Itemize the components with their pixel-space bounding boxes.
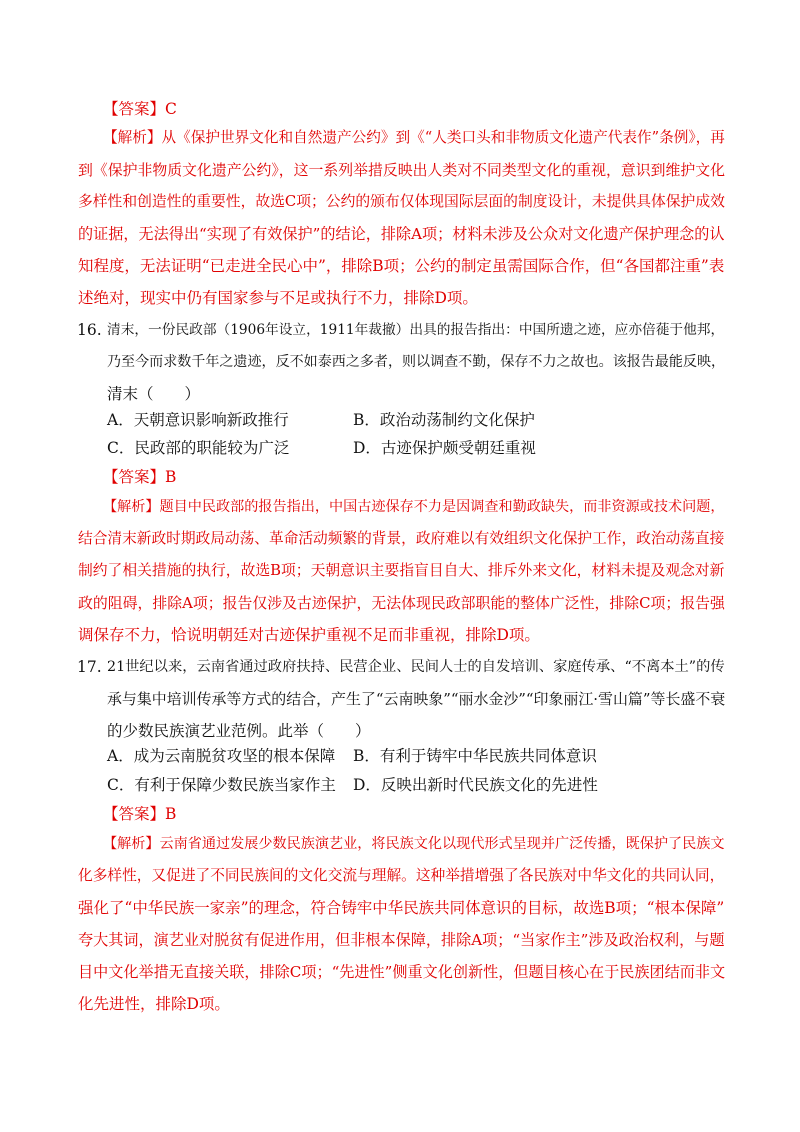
- question-stem-line: 乃至今而求数千年之遗迹，反不如泰西之多者，则以调查不勤，保存不力之故也。该报告最能反映，: [107, 354, 726, 370]
- analysis-line: 目中文化举措无直接关联，排除C项；“先进性”侧重文化创新性，但题目核心在于民族团结而非文: [78, 963, 726, 981]
- analysis-line: 述绝对，现实中仍有国家参与不足或执行不力，排除D项。: [78, 289, 478, 307]
- answer-label: 【答案】C: [103, 100, 177, 118]
- answer-label: 【答案】B: [103, 468, 177, 486]
- analysis-line: 的证据，无法得出“实现了有效保护”的结论，排除A项；材料未涉及公众对文化遗产保护理念的认: [78, 225, 725, 243]
- analysis-line: 制约了相关措施的执行，故选B项；天朝意识主要指盲目自大、排斥外来文化，材料未提及观念对新: [78, 562, 725, 579]
- question-stem-line: 21世纪以来，云南省通过政府扶持、民营企业、民间人士的自发培训、家庭传承、“不离本土”的传: [107, 659, 725, 675]
- analysis-line: 多样性和创造性的重要性，故选C项；公约的颁布仅体现国际层面的制度设计，未提供具体保护成效: [78, 193, 725, 210]
- option-d: D．古迹保护颇受朝廷重视: [353, 439, 536, 457]
- analysis-line: 结合清末新政时期政局动荡、革命活动频繁的背景，政府难以有效组织文化保护工作，政治动荡直接: [78, 530, 725, 547]
- analysis-line: 【解析】云南省通过发展少数民族演艺业，将民族文化以现代形式呈现并广泛传播，既保护了民族文: [103, 836, 725, 852]
- answer-label: 【答案】B: [103, 805, 177, 823]
- option-b: B．有利于铸牢中华民族共同体意识: [353, 747, 597, 765]
- option-a: A．成为云南脱贫攻坚的根本保障: [107, 747, 336, 765]
- question-stem-line: 清末（ ）: [107, 385, 201, 403]
- analysis-line: 到《保护非物质文化遗产公约》，这一系列举措反映出人类对不同类型文化的重视，意识到维护文化: [78, 161, 726, 179]
- option-c: C．民政部的职能较为广泛: [107, 439, 290, 457]
- analysis-line: 化多样性，又促进了不同民族间的文化交流与理解。这种举措增强了各民族对中华文化的共同认同，: [78, 867, 725, 884]
- analysis-line: 强化了“中华民族一家亲”的理念，符合铸牢中华民族共同体意识的目标，故选B项；“根本保障”: [78, 899, 725, 917]
- analysis-line: 化先进性，排除D项。: [78, 995, 230, 1013]
- question-stem-line: 承与集中培训传承等方式的结合，产生了“云南映象”“丽水金沙”“印象丽江·雪山篇”等长盛不衰: [107, 690, 726, 708]
- analysis-line: 夸大其词，演艺业对脱贫有促进作用，但非根本保障，排除A项；“当家作主”涉及政治权利，与题: [78, 931, 725, 949]
- option-a: A．天朝意识影响新政推行: [107, 411, 289, 429]
- question-stem-line: 的少数民族演艺业范例。此举（ ）: [107, 722, 371, 740]
- option-c: C．有利于保障少数民族当家作主: [107, 776, 336, 794]
- option-b: B．政治动荡制约文化保护: [353, 411, 535, 429]
- question-number: 17.: [77, 658, 102, 676]
- analysis-line: 调保存不力，恰说明朝廷对古迹保护重视不足而非重视，排除D项。: [78, 626, 540, 644]
- option-d: D．反映出新时代民族文化的先进性: [353, 776, 598, 794]
- question-stem-line: 清末，一份民政部（1906年设立，1911年裁撤）出具的报告指出：中国所遗之迹，应亦倍蓰于他邦，: [107, 322, 725, 338]
- analysis-line: 【解析】从《保护世界文化和自然遗产公约》到《“人类口头和非物质文化遗产代表作”条例》，再: [103, 129, 725, 146]
- question-number: 16.: [77, 321, 102, 339]
- analysis-line: 知程度，无法证明“已走进全民心中”，排除B项；公约的制定虽需国际合作，但“各国都注重”表: [78, 257, 725, 275]
- analysis-line: 【解析】题目中民政部的报告指出，中国古迹保存不力是因调查和勤政缺失，而非资源或技术问题，: [103, 499, 725, 515]
- analysis-line: 政的阻碍，排除A项；报告仅涉及古迹保护，无法体现民政部职能的整体广泛性，排除C项；报告强: [78, 594, 725, 612]
